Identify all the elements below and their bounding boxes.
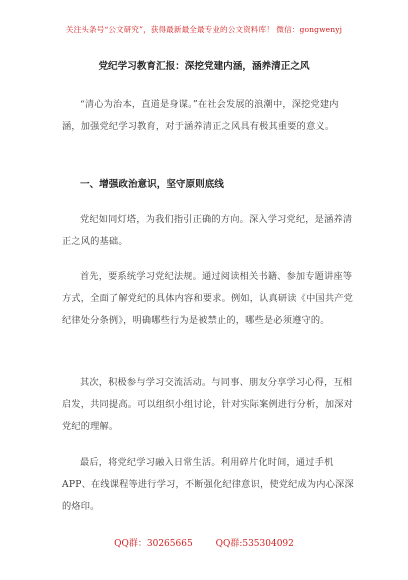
document-title: 党纪学习教育汇报：深挖党建内涵，涵养清正之风 [98,61,310,72]
intro-paragraph: “清心为治本，直道是身谋。”在社会发展的浪潮中，深挖党建内涵，加强党纪学习教育，对于涵养清正之风具有极其重要的意义。 [62,99,339,132]
body-paragraph-1: 党纪如同灯塔，为我们指引正确的方向。深入学习党纪，是涵养清正之风的基础。 [62,214,353,247]
header-banner: 关注头条号“公文研究”，获得最新最全最专业的公文资料库！ 微信：gongwenyj [65,25,343,34]
body-paragraph-4: 最后，将党纪学习融入日常生活。利用碎片化时间，通过手机APP、在线课程等进行学习，不断强化纪律意识，使党纪成为内心深深的烙印。 [62,457,354,512]
body-paragraph-3: 其次，积极参与学习交流活动。与同事、朋友分享学习心得，互相启发，共同提高。可以组织小组讨论，针对实际案例进行分析，加深对党纪的理解。 [62,377,354,432]
body-paragraph-2: 首先，要系统学习党纪法规。通过阅读相关书籍、参加专题讲座等方式，全面了解党纪的具体内容和要求。例如，认真研读《中国共产党纪律处分条例》，明确哪些行为是被禁止的，哪些是必须遵守的。 [62,271,354,326]
footer-qq-group-2: QQ群:535304092 [215,539,294,549]
section-heading-1: 一、增强政治意识，坚守原则底线 [80,179,224,190]
footer-qq-group-1: QQ群：30265665 [114,539,193,549]
footer-contact [0,536,408,549]
